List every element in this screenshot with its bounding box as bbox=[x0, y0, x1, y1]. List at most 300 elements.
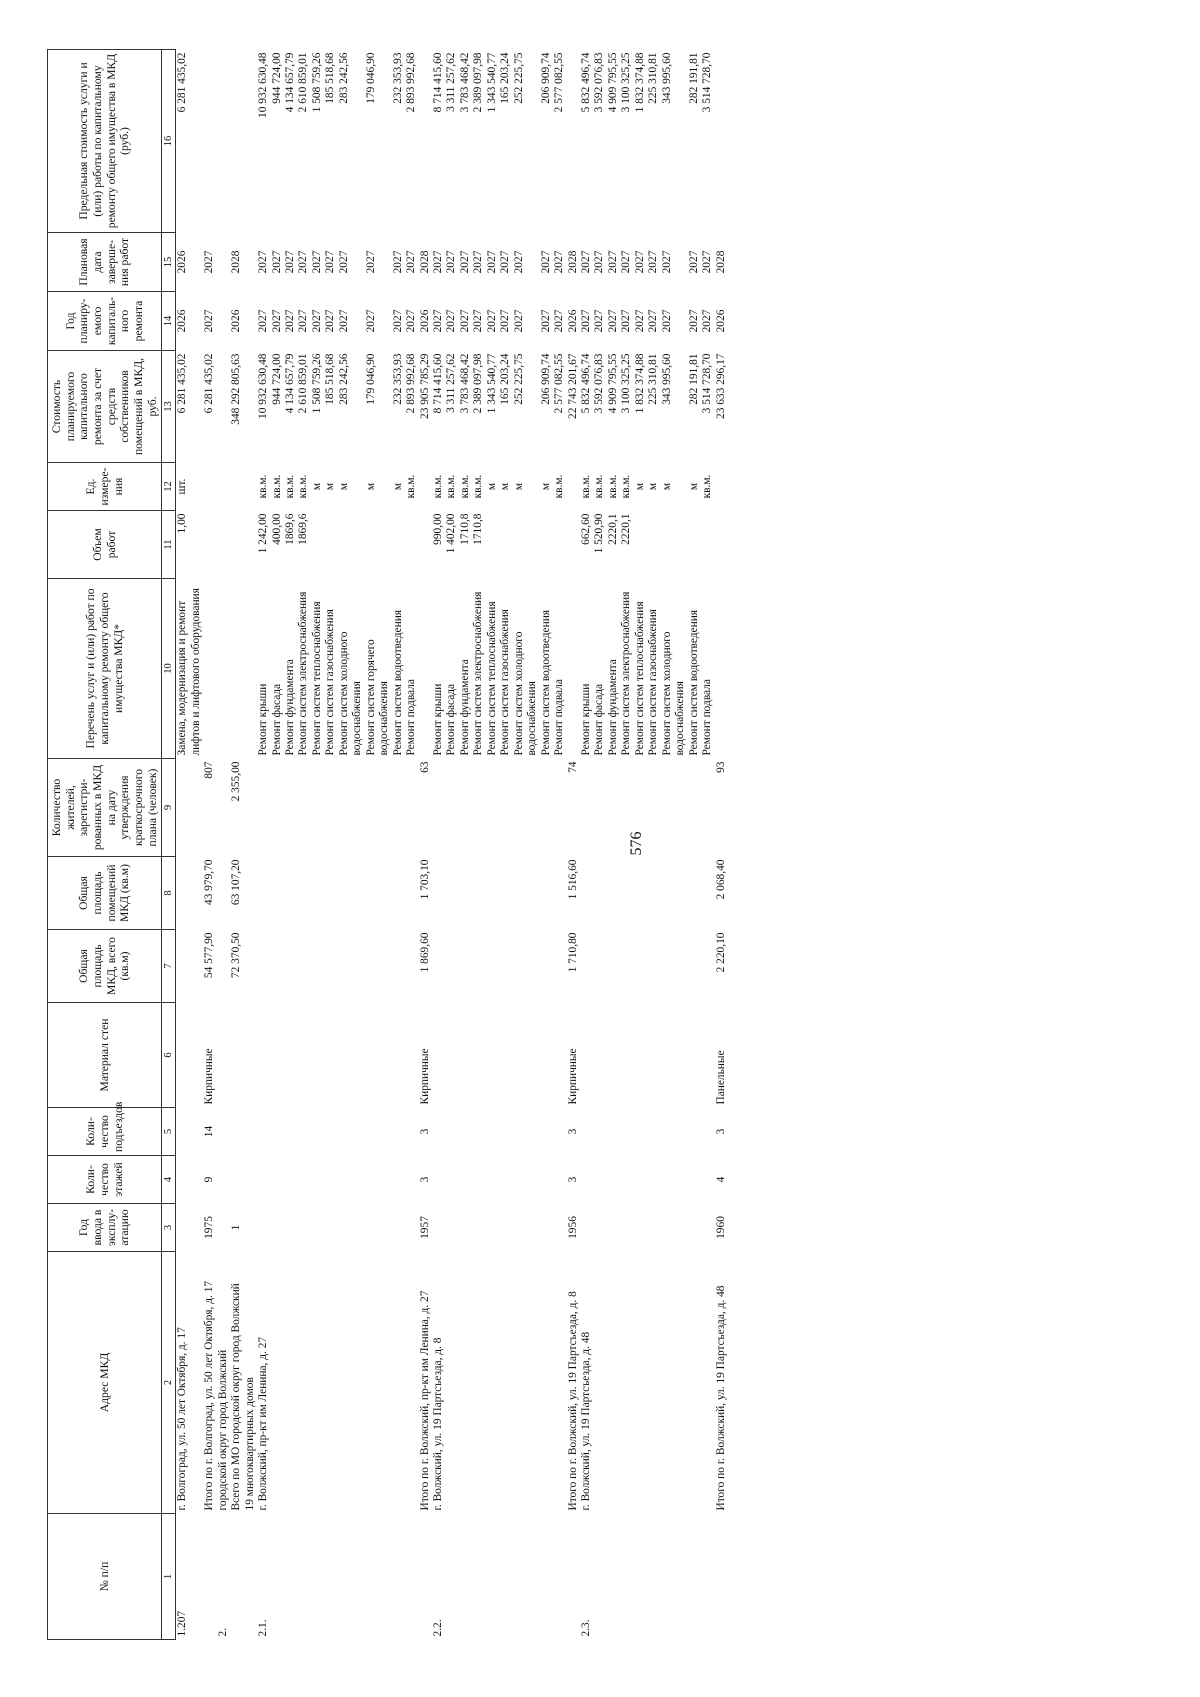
build-year-cell bbox=[271, 1204, 284, 1252]
entrances-cell bbox=[513, 1108, 540, 1156]
table-row bbox=[445, 50, 458, 1640]
table-row bbox=[257, 50, 270, 1640]
work-volume-cell bbox=[324, 511, 337, 579]
table-row bbox=[392, 50, 405, 1640]
floors-cell: 3 bbox=[566, 1176, 579, 1183]
entrances-cell bbox=[634, 1108, 647, 1156]
premises-area-cell bbox=[217, 857, 230, 930]
completion-year-cell: 2027 bbox=[701, 250, 714, 274]
residents-cell bbox=[392, 759, 405, 857]
table-row bbox=[540, 50, 553, 1640]
address-cell: Итого по г. Волжский, пр-кт им Ленина, д. 27 bbox=[418, 1290, 431, 1511]
build-year-cell bbox=[688, 1204, 701, 1252]
table-row bbox=[580, 50, 593, 1640]
wall-material-cell bbox=[405, 1003, 418, 1108]
build-year-cell bbox=[244, 1204, 257, 1252]
entrances-cell bbox=[445, 1108, 458, 1156]
work-volume-cell bbox=[486, 511, 499, 579]
work-type-cell: Ремонт систем газоснабжения bbox=[499, 609, 512, 756]
repair-year-cell: 2027 bbox=[297, 309, 310, 333]
planned-cost-cell: 8 714 415,60 bbox=[431, 353, 444, 414]
work-type-cell bbox=[217, 579, 230, 759]
repair-year-cell: 2027 bbox=[606, 309, 619, 333]
total-area-cell bbox=[540, 930, 553, 1003]
repair-year-cell: 2027 bbox=[405, 309, 418, 333]
residents-cell bbox=[459, 759, 472, 857]
max-cost-cell: 6 281 435,02 bbox=[176, 52, 189, 113]
work-volume-cell bbox=[217, 511, 230, 579]
row-number-cell: 2.3. bbox=[579, 1619, 592, 1637]
header-cell: Предельная стоимость услуги и (или) работы по капитальному ремонту общего имущества в МКД (руб.) bbox=[48, 50, 162, 233]
row-number-cell bbox=[620, 1514, 633, 1640]
total-area-cell bbox=[284, 930, 297, 1003]
unit-cell: м bbox=[364, 482, 377, 491]
repair-year-cell bbox=[244, 292, 257, 351]
address-cell bbox=[607, 1252, 620, 1514]
completion-year-cell: 2027 bbox=[647, 250, 660, 274]
repair-year-cell: 2027 bbox=[364, 309, 377, 333]
table-row bbox=[701, 50, 714, 1640]
repair-year-cell: 2026 bbox=[230, 309, 243, 333]
premises-area-cell bbox=[647, 857, 660, 930]
column-number: 14 bbox=[162, 292, 176, 351]
planned-cost-cell: 6 281 435,02 bbox=[203, 353, 216, 414]
row-number-cell bbox=[513, 1514, 540, 1640]
completion-year-cell: 2027 bbox=[458, 250, 471, 274]
header-cell: Материал стен bbox=[48, 1003, 162, 1108]
address-cell: г. Волжский, пр-кт им Ленина, д. 27 bbox=[257, 1336, 270, 1511]
floors-cell bbox=[297, 1156, 310, 1204]
row-number-cell bbox=[472, 1514, 485, 1640]
entrances-cell bbox=[230, 1108, 243, 1156]
row-number-cell bbox=[324, 1514, 337, 1640]
residents-cell bbox=[472, 759, 485, 857]
work-type-cell: Ремонт систем газоснабжения bbox=[647, 609, 660, 756]
unit-cell: кв.м. bbox=[553, 474, 566, 499]
table-row bbox=[297, 50, 310, 1640]
row-number-cell bbox=[311, 1514, 324, 1640]
repair-year-cell: 2027 bbox=[203, 309, 216, 333]
entrances-cell bbox=[499, 1108, 512, 1156]
unit-cell bbox=[715, 463, 728, 511]
wall-material-cell bbox=[593, 1003, 606, 1108]
residents-cell bbox=[486, 759, 499, 857]
floors-cell: 9 bbox=[203, 1176, 216, 1183]
work-volume-cell: 1869,6 bbox=[284, 513, 296, 545]
premises-area-cell: 1 703,10 bbox=[418, 859, 431, 900]
wall-material-cell bbox=[271, 1003, 284, 1108]
address-cell bbox=[365, 1252, 392, 1514]
row-number-cell bbox=[553, 1514, 566, 1640]
wall-material-cell bbox=[284, 1003, 297, 1108]
row-number-cell bbox=[661, 1514, 688, 1640]
planned-cost-cell: 179 046,90 bbox=[364, 353, 377, 405]
build-year-cell: 1 bbox=[230, 1224, 243, 1231]
repair-year-cell: 2027 bbox=[701, 309, 714, 333]
wall-material-cell: Кирпичные bbox=[566, 1048, 579, 1105]
build-year-cell bbox=[297, 1204, 310, 1252]
table-row bbox=[688, 50, 701, 1640]
residents-cell bbox=[607, 759, 620, 857]
premises-area-cell bbox=[634, 857, 647, 930]
total-area-cell bbox=[553, 930, 566, 1003]
entrances-cell bbox=[432, 1108, 445, 1156]
wall-material-cell bbox=[513, 1003, 540, 1108]
unit-cell: м bbox=[647, 482, 660, 491]
work-type-cell: Ремонт крыши bbox=[431, 683, 444, 756]
row-number-cell bbox=[271, 1514, 284, 1640]
total-area-cell bbox=[217, 930, 230, 1003]
residents-cell bbox=[688, 759, 701, 857]
address-cell bbox=[553, 1252, 566, 1514]
repair-year-cell: 2027 bbox=[633, 309, 646, 333]
total-area-cell bbox=[634, 930, 647, 1003]
work-type-cell: Ремонт систем теплоснабжения bbox=[310, 601, 323, 756]
table-row bbox=[217, 50, 230, 1640]
work-type-cell: Ремонт систем холодного водоснабжения bbox=[337, 631, 364, 756]
floors-cell bbox=[257, 1156, 270, 1204]
build-year-cell bbox=[499, 1204, 512, 1252]
repair-year-cell: 2027 bbox=[310, 309, 323, 333]
premises-area-cell bbox=[271, 857, 284, 930]
planned-cost-cell: 10 932 630,48 bbox=[257, 353, 270, 419]
header-cell: Перечень услуг и (или) работ по капитальному ремонту общего имущества МКД* bbox=[48, 579, 162, 759]
column-number: 7 bbox=[162, 930, 176, 1003]
premises-area-cell bbox=[661, 857, 688, 930]
total-area-cell bbox=[580, 930, 593, 1003]
repair-year-cell: 2026 bbox=[176, 309, 189, 333]
total-area-cell bbox=[499, 930, 512, 1003]
entrances-cell bbox=[311, 1108, 324, 1156]
completion-year-cell: 2027 bbox=[620, 250, 633, 274]
repair-year-cell: 2026 bbox=[714, 309, 727, 333]
residents-cell bbox=[580, 759, 593, 857]
address-cell bbox=[445, 1252, 458, 1514]
work-volume-cell: 1 402,00 bbox=[445, 513, 458, 554]
row-number-cell bbox=[284, 1514, 297, 1640]
work-volume-cell bbox=[230, 511, 243, 579]
max-cost-cell: 10 932 630,48 bbox=[257, 52, 270, 118]
unit-cell: кв.м. bbox=[701, 474, 714, 499]
repair-year-cell: 2027 bbox=[620, 309, 633, 333]
entrances-cell bbox=[661, 1108, 688, 1156]
wall-material-cell bbox=[338, 1003, 365, 1108]
work-volume-cell bbox=[715, 511, 728, 579]
work-volume-cell: 400,00 bbox=[270, 513, 283, 545]
page-number: 576 bbox=[628, 831, 645, 856]
work-type-cell: Ремонт систем холодного водоснабжения bbox=[512, 631, 539, 756]
work-type-cell: Ремонт фасада bbox=[593, 683, 606, 756]
work-type-cell: Ремонт систем газоснабжения bbox=[324, 609, 337, 756]
premises-area-cell bbox=[297, 857, 310, 930]
build-year-cell: 1960 bbox=[714, 1216, 727, 1239]
planned-cost-cell bbox=[217, 351, 230, 463]
total-area-cell bbox=[338, 930, 365, 1003]
build-year-cell: 1957 bbox=[418, 1216, 431, 1239]
wall-material-cell bbox=[701, 1003, 714, 1108]
residents-cell: 807 bbox=[203, 761, 216, 779]
repair-year-cell: 2027 bbox=[458, 309, 471, 333]
work-volume-cell bbox=[365, 511, 392, 579]
work-type-cell bbox=[419, 579, 432, 759]
planned-cost-cell: 165 203,24 bbox=[499, 353, 512, 405]
column-number: 5 bbox=[162, 1108, 176, 1156]
completion-year-cell: 2027 bbox=[364, 250, 377, 274]
unit-cell: кв.м. bbox=[606, 474, 619, 499]
max-cost-cell: 3 100 325,25 bbox=[620, 52, 633, 113]
work-volume-cell bbox=[244, 511, 257, 579]
header-cell: Коли-чество подъездов bbox=[48, 1108, 162, 1156]
planned-cost-cell: 206 909,74 bbox=[539, 353, 552, 405]
work-volume-cell bbox=[567, 511, 580, 579]
table-body bbox=[176, 50, 728, 1640]
work-volume-cell bbox=[553, 511, 566, 579]
address-cell bbox=[324, 1252, 337, 1514]
unit-cell: м bbox=[633, 482, 646, 491]
work-volume-cell bbox=[540, 511, 553, 579]
floors-cell bbox=[553, 1156, 566, 1204]
floors-cell bbox=[472, 1156, 485, 1204]
row-number-cell bbox=[593, 1514, 606, 1640]
address-cell: 19 многоквартирных домов bbox=[243, 1377, 256, 1511]
row-number-cell bbox=[486, 1514, 499, 1640]
max-cost-cell bbox=[715, 50, 728, 233]
max-cost-cell bbox=[244, 50, 257, 233]
premises-area-cell bbox=[472, 857, 485, 930]
wall-material-cell bbox=[499, 1003, 512, 1108]
unit-cell bbox=[419, 463, 432, 511]
repair-year-cell: 2027 bbox=[431, 309, 444, 333]
address-cell: г. Волжский, ул. 19 Партсъезда, д. 8 bbox=[431, 1337, 444, 1511]
table-row bbox=[405, 50, 418, 1640]
completion-year-cell: 2027 bbox=[660, 250, 673, 274]
max-cost-cell: 1 832 374,88 bbox=[633, 52, 646, 113]
address-cell bbox=[647, 1252, 660, 1514]
repair-year-cell: 2027 bbox=[270, 309, 283, 333]
planned-cost-cell: 225 310,81 bbox=[647, 353, 660, 405]
repair-year-cell: 2027 bbox=[257, 309, 270, 333]
work-volume-cell bbox=[405, 511, 418, 579]
premises-area-cell bbox=[499, 857, 512, 930]
column-number: 6 bbox=[162, 1003, 176, 1108]
work-type-cell: Ремонт систем водоотведения bbox=[539, 609, 552, 756]
premises-area-cell bbox=[284, 857, 297, 930]
completion-year-cell: 2027 bbox=[606, 250, 619, 274]
total-area-cell bbox=[297, 930, 310, 1003]
row-number-cell: 2. bbox=[216, 1627, 229, 1637]
max-cost-cell: 206 909,74 bbox=[539, 52, 552, 104]
row-number-cell bbox=[715, 1514, 728, 1640]
address-cell: городской округ город Волжский bbox=[216, 1349, 229, 1511]
work-volume-cell bbox=[647, 511, 660, 579]
unit-cell: кв.м. bbox=[257, 474, 270, 499]
max-cost-cell bbox=[419, 50, 432, 233]
unit-cell: шт. bbox=[176, 478, 189, 495]
residents-cell bbox=[257, 759, 270, 857]
wall-material-cell bbox=[392, 1003, 405, 1108]
planned-cost-cell: 23 633 296,17 bbox=[714, 353, 727, 419]
floors-cell bbox=[620, 1156, 633, 1204]
total-area-cell bbox=[176, 930, 203, 1003]
table-row bbox=[432, 50, 445, 1640]
completion-year-cell: 2026 bbox=[176, 250, 189, 274]
work-type-cell bbox=[715, 579, 728, 759]
wall-material-cell bbox=[607, 1003, 620, 1108]
premises-area-cell bbox=[244, 857, 257, 930]
wall-material-cell bbox=[472, 1003, 485, 1108]
planned-cost-cell: 4 909 795,55 bbox=[606, 353, 619, 414]
wall-material-cell bbox=[311, 1003, 324, 1108]
table-row bbox=[620, 50, 633, 1640]
header-cell: Количество жителей, зарегистри-рованных в МКД на дату утверждения краткосрочного плана (человек) bbox=[48, 759, 162, 857]
premises-area-cell: 1 516,60 bbox=[566, 859, 579, 900]
row-number-cell bbox=[203, 1514, 216, 1640]
premises-area-cell bbox=[338, 857, 365, 930]
planned-cost-cell: 2 577 082,55 bbox=[553, 353, 566, 414]
row-number-cell bbox=[244, 1514, 257, 1640]
premises-area-cell bbox=[513, 857, 540, 930]
repair-year-cell: 2027 bbox=[512, 309, 525, 333]
planned-cost-cell: 348 292 805,63 bbox=[230, 353, 243, 425]
work-type-cell: Ремонт крыши bbox=[579, 683, 592, 756]
unit-cell: кв.м. bbox=[445, 474, 458, 499]
build-year-cell bbox=[580, 1204, 593, 1252]
max-cost-cell: 4 134 657,79 bbox=[284, 52, 296, 113]
max-cost-cell: 8 714 415,60 bbox=[431, 52, 444, 113]
floors-cell bbox=[593, 1156, 606, 1204]
floors-cell bbox=[540, 1156, 553, 1204]
entrances-cell bbox=[405, 1108, 418, 1156]
wall-material-cell bbox=[217, 1003, 230, 1108]
entrances-cell bbox=[486, 1108, 499, 1156]
entrances-cell bbox=[647, 1108, 660, 1156]
entrances-cell bbox=[176, 1108, 203, 1156]
premises-area-cell bbox=[553, 857, 566, 930]
header-cell: Стоимость планируемого капитального ремонта за счет средств собственников помещений в МКД, руб. bbox=[48, 351, 162, 463]
entrances-cell bbox=[338, 1108, 365, 1156]
build-year-cell bbox=[445, 1204, 458, 1252]
header-cell: Объем работ bbox=[48, 511, 162, 579]
work-volume-cell: 990,00 bbox=[431, 513, 444, 545]
entrances-cell: 14 bbox=[203, 1125, 216, 1138]
table-row bbox=[593, 50, 606, 1640]
total-area-cell bbox=[392, 930, 405, 1003]
total-area-cell bbox=[472, 930, 485, 1003]
address-cell: Итого по г. Волжский, ул. 19 Партсъезда, д. 48 bbox=[714, 1285, 727, 1511]
unit-cell: кв.м. bbox=[472, 474, 485, 499]
unit-cell: м bbox=[499, 482, 512, 491]
total-area-cell: 2 220,10 bbox=[714, 932, 727, 973]
address-cell bbox=[701, 1252, 714, 1514]
work-volume-cell bbox=[311, 511, 324, 579]
residents-cell bbox=[620, 759, 633, 857]
work-type-cell: Ремонт систем горячего водоснабжения bbox=[364, 639, 391, 756]
row-number-cell: 2.1. bbox=[257, 1619, 270, 1637]
row-number-cell bbox=[365, 1514, 392, 1640]
table-row bbox=[634, 50, 647, 1640]
column-number: 10 bbox=[162, 579, 176, 759]
floors-cell bbox=[217, 1156, 230, 1204]
total-area-cell bbox=[620, 930, 633, 1003]
address-cell: Итого по г. Волжский, ул. 19 Партсъезда, д. 8 bbox=[566, 1291, 579, 1511]
wall-material-cell bbox=[688, 1003, 701, 1108]
wall-material-cell bbox=[365, 1003, 392, 1108]
premises-area-cell bbox=[432, 857, 445, 930]
completion-year-cell: 2027 bbox=[485, 250, 498, 274]
wall-material-cell bbox=[553, 1003, 566, 1108]
max-cost-cell: 3 592 076,83 bbox=[593, 52, 606, 113]
completion-year-cell: 2027 bbox=[687, 250, 700, 274]
wall-material-cell bbox=[540, 1003, 553, 1108]
max-cost-cell bbox=[567, 50, 580, 233]
planned-cost-cell: 2 610 859,01 bbox=[297, 353, 310, 414]
address-cell bbox=[540, 1252, 553, 1514]
table-row bbox=[715, 50, 728, 1640]
floors-cell bbox=[365, 1156, 392, 1204]
entrances-cell bbox=[297, 1108, 310, 1156]
unit-cell: м bbox=[512, 482, 525, 491]
premises-area-cell bbox=[459, 857, 472, 930]
completion-year-cell: 2027 bbox=[203, 250, 216, 274]
total-area-cell bbox=[365, 930, 392, 1003]
entrances-cell bbox=[459, 1108, 472, 1156]
entrances-cell bbox=[580, 1108, 593, 1156]
max-cost-cell bbox=[230, 50, 243, 233]
table-row bbox=[338, 50, 365, 1640]
row-number-cell bbox=[647, 1514, 660, 1640]
planned-cost-cell: 6 281 435,02 bbox=[176, 353, 189, 414]
work-volume-cell: 1 242,00 bbox=[257, 513, 270, 554]
work-volume-cell: 2220,1 bbox=[620, 513, 633, 545]
max-cost-cell: 2 610 859,01 bbox=[297, 52, 310, 113]
entrances-cell bbox=[620, 1108, 633, 1156]
entrances-cell bbox=[284, 1108, 297, 1156]
completion-year-cell: 2027 bbox=[297, 250, 310, 274]
total-area-cell bbox=[257, 930, 270, 1003]
completion-year-cell: 2028 bbox=[714, 250, 727, 274]
max-cost-cell bbox=[203, 50, 216, 233]
unit-cell bbox=[203, 463, 216, 511]
residents-cell: 63 bbox=[418, 761, 431, 773]
unit-cell bbox=[217, 463, 230, 511]
unit-cell: м bbox=[539, 482, 552, 491]
total-area-cell bbox=[271, 930, 284, 1003]
planned-cost-cell: 282 191,81 bbox=[687, 353, 700, 405]
total-area-cell bbox=[432, 930, 445, 1003]
floors-cell bbox=[459, 1156, 472, 1204]
address-cell bbox=[499, 1252, 512, 1514]
wall-material-cell bbox=[297, 1003, 310, 1108]
work-volume-cell: 1869,6 bbox=[297, 513, 310, 545]
work-type-cell: Ремонт фундамента bbox=[284, 659, 296, 756]
work-volume-cell bbox=[419, 511, 432, 579]
residents-cell bbox=[365, 759, 392, 857]
column-number-row bbox=[162, 50, 176, 1640]
floors-cell bbox=[607, 1156, 620, 1204]
table-row bbox=[284, 50, 297, 1640]
max-cost-cell: 252 225,75 bbox=[512, 52, 525, 104]
address-cell bbox=[338, 1252, 365, 1514]
work-type-cell: Ремонт подвала bbox=[405, 679, 418, 756]
wall-material-cell bbox=[634, 1003, 647, 1108]
unit-cell: м bbox=[337, 482, 350, 491]
table-row bbox=[271, 50, 284, 1640]
planned-cost-cell: 23 905 785,29 bbox=[418, 353, 431, 419]
repair-year-cell: 2027 bbox=[539, 309, 552, 333]
entrances-cell bbox=[701, 1108, 714, 1156]
address-cell bbox=[459, 1252, 472, 1514]
residents-cell bbox=[499, 759, 512, 857]
